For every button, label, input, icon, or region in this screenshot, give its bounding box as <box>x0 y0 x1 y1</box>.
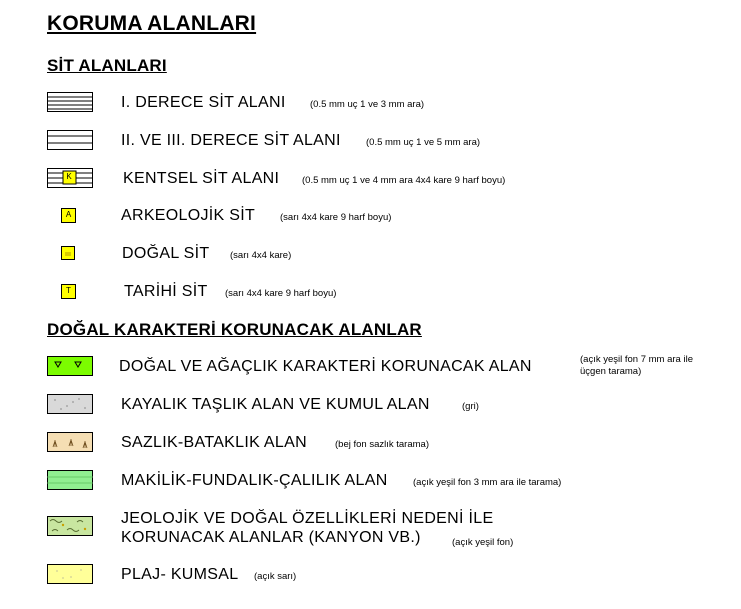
legend-label: TARİHİ SİT <box>124 283 208 300</box>
section-heading-sit: SİT ALANLARI <box>47 56 167 75</box>
urban-site-symbol-letter: K <box>66 172 72 181</box>
legend-note: (açık sarı) <box>254 571 297 582</box>
legend-note: (0.5 mm uç 1 ve 4 mm ara 4x4 kare 9 harf boyu) <box>302 175 506 186</box>
natural-site-symbol <box>61 246 75 260</box>
legend-label: SAZLIK-BATAKLIK ALAN <box>121 434 307 451</box>
legend-label: MAKİLİK-FUNDALIK-ÇALILIK ALAN <box>121 472 388 489</box>
first-degree-site-symbol <box>47 92 93 112</box>
legend-label: ARKEOLOJİK SİT <box>121 207 256 224</box>
section-heading-natural: DOĞAL KARAKTERİ KORUNACAK ALANLAR <box>47 320 422 339</box>
historic-site-symbol: T <box>61 284 76 299</box>
legend-label-line1: JEOLOJİK VE DOĞAL ÖZELLİKLERİ NEDENİ İLE <box>121 510 494 527</box>
legend-label-line2: KORUNACAK ALANLAR (KANYON VB.) <box>121 529 421 546</box>
second-third-degree-site-symbol <box>47 130 93 150</box>
legend-label: PLAJ- KUMSAL <box>121 566 239 583</box>
page-title: KORUMA ALANLARI <box>47 12 257 35</box>
legend-note: (gri) <box>462 401 479 412</box>
natural-woodland-area-symbol <box>47 356 93 376</box>
legend-note: (açık yeşil fon 3 mm ara ile tarama) <box>413 477 562 488</box>
legend-note-line1: (açık yeşil fon 7 mm ara ile <box>580 354 693 365</box>
rocky-dune-area-symbol <box>47 394 93 414</box>
geological-area-symbol <box>47 516 93 536</box>
beach-area-symbol <box>47 564 93 584</box>
legend-label: II. VE III. DERECE SİT ALANI <box>121 132 341 149</box>
legend-note: (sarı 4x4 kare 9 harf boyu) <box>225 288 337 299</box>
legend-label: KAYALIK TAŞLIK ALAN VE KUMUL ALAN <box>121 396 430 413</box>
legend-note: (0.5 mm uç 1 ve 5 mm ara) <box>366 137 481 148</box>
legend-label: DOĞAL VE AĞAÇLIK KARAKTERİ KORUNACAK ALAN <box>119 358 532 375</box>
legend-note: (sarı 4x4 kare 9 harf boyu) <box>280 212 392 223</box>
legend-note-line2: üçgen tarama) <box>580 366 642 377</box>
reed-marsh-area-symbol <box>47 432 93 452</box>
legend-label: KENTSEL SİT ALANI <box>123 170 280 187</box>
legend-note: (0.5 mm uç 1 ve 3 mm ara) <box>310 99 425 110</box>
legend-label: I. DERECE SİT ALANI <box>121 94 286 111</box>
legend-label: DOĞAL SİT <box>122 245 210 262</box>
archaeological-site-symbol: A <box>61 208 76 223</box>
legend-note: (bej fon sazlık tarama) <box>335 439 429 450</box>
legend-note: (açık yeşil fon) <box>452 537 514 548</box>
legend-note: (sarı 4x4 kare) <box>230 250 292 261</box>
maquis-shrub-area-symbol <box>47 470 93 490</box>
